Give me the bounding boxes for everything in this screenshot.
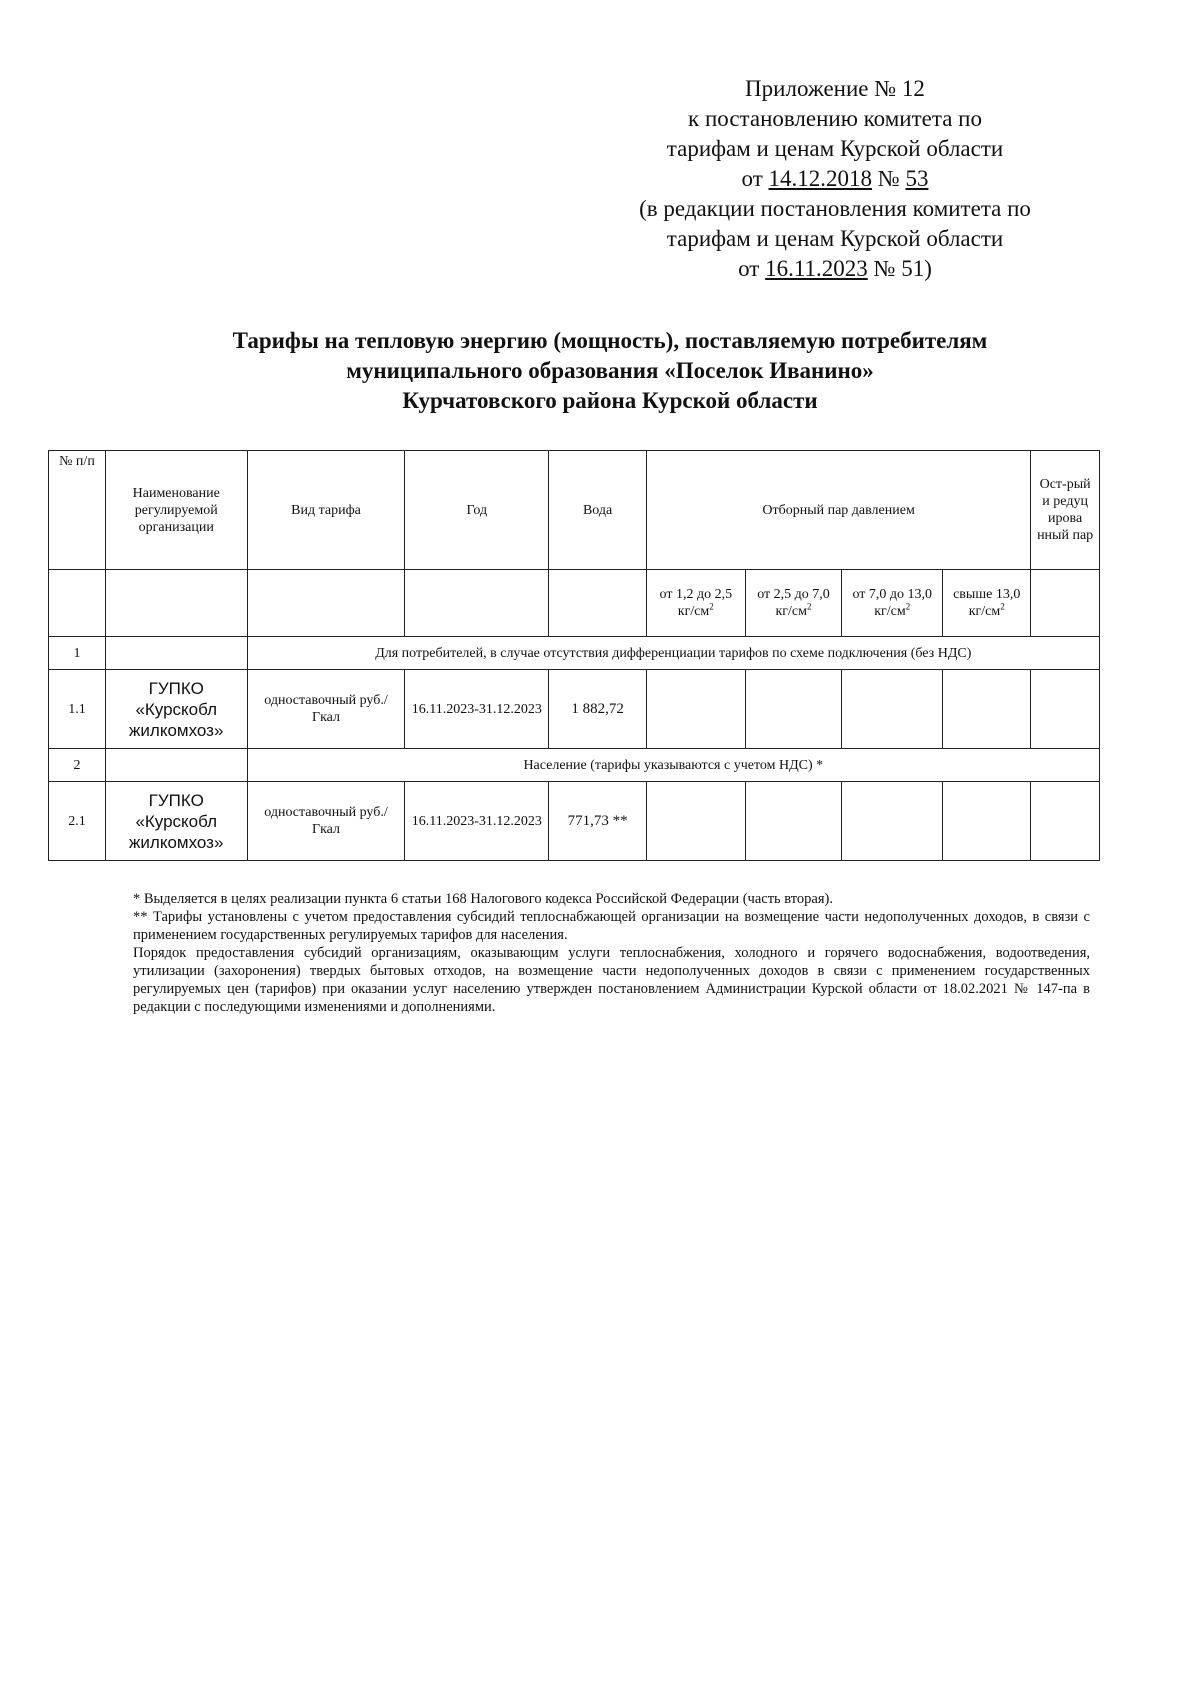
header-sharp-steam: Ост-рый и редуц ирова нный пар — [1031, 451, 1100, 570]
footnote-procedure: Порядок предоставления субсидий организациям, оказывающим услуги теплоснабжения, холодного и горячего водоснабжения, водоотведения, утилизации (захоронения) твердых бытовых отходов, на возмещение части недополученных доходов в связи с применением государственных регулируемых цен (тарифов) при оказании услуг населению утвержден постановлением Администрации Курской области от 18.02.2021 № 147-па в редакции с последующими изменениями и дополнениями. — [133, 945, 1090, 1015]
header-org: Наименование регулируемой организации — [105, 451, 247, 570]
table-header-row — [49, 451, 1100, 570]
subheader-1-2-5: от 1,2 до 2,5 $кг/см^2$ — [646, 570, 745, 637]
header-water: Вода — [549, 451, 647, 570]
title-line3: Курчатовского района Курской области — [402, 388, 818, 413]
header-type: Вид тарифа — [247, 451, 405, 570]
row-type: одноставочный руб./Гкал — [247, 782, 405, 861]
decree-number: 53 — [905, 166, 929, 191]
appendix-line3: тарифам и ценам Курской области — [666, 136, 1004, 161]
number-sign: № — [877, 166, 900, 191]
table-row — [49, 782, 1100, 861]
appendix-line2: к постановлению комитета по — [688, 106, 982, 131]
revision-number: № 51) — [873, 256, 932, 281]
row-num: 1.1 — [49, 670, 106, 749]
row-year: 16.11.2023-31.12.2023 — [405, 782, 549, 861]
section-row-1 — [49, 637, 1100, 670]
decree-date: 14.12.2018 — [768, 166, 873, 191]
row-type: одноставочный руб./Гкал — [247, 670, 405, 749]
row-year: 16.11.2023-31.12.2023 — [405, 670, 549, 749]
row-num: 2.1 — [49, 782, 106, 861]
section-num: 2 — [49, 749, 106, 782]
document-title — [100, 326, 1120, 416]
tariffs-table — [48, 450, 1100, 861]
section-row-2 — [49, 749, 1100, 782]
subheader-7-13: от 7,0 до 13,0 $кг/см^2$ — [842, 570, 943, 637]
revision-date: 16.11.2023 — [765, 256, 868, 281]
prefix-from-2: от — [738, 256, 760, 281]
row-water: 1 882,72 — [549, 670, 647, 749]
subheader-over-13: свыше 13,0 $кг/см^2$ — [943, 570, 1031, 637]
appendix-line4 — [575, 164, 1095, 194]
prefix-from: от — [741, 166, 763, 191]
title-line2: муниципального образования «Поселок Иванино» — [346, 358, 874, 383]
header-num: № п/п — [49, 451, 106, 570]
footnotes — [133, 890, 1090, 1016]
appendix-line5: (в редакции постановления комитета по — [639, 196, 1031, 221]
footnote-subsidy: ** Тарифы установлены с учетом предоставления субсидий теплоснабжающей организации на возмещение части недополученных доходов, в связи с применением государственных регулируемых тарифов для населения. — [133, 909, 1090, 943]
section-text: Население (тарифы указываются с учетом НДС) * — [247, 749, 1099, 782]
header-year: Год — [405, 451, 549, 570]
row-org: ГУПКО «Курскобл жилкомхоз» — [105, 670, 247, 749]
section-text: Для потребителей, в случае отсутствия дифференциации тарифов по схеме подключения (без НДС) — [247, 637, 1099, 670]
footnote-vat: * Выделяется в целях реализации пункта 6 статьи 168 Налогового кодекса Российской Федерации (часть вторая). — [133, 891, 833, 907]
appendix-number: Приложение № 12 — [745, 76, 925, 101]
row-water: 771,73 ** — [549, 782, 647, 861]
row-org: ГУПКО «Курскобл жилкомхоз» — [105, 782, 247, 861]
appendix-line6: тарифам и ценам Курской области — [666, 226, 1004, 251]
table-row — [49, 670, 1100, 749]
title-line1: Тарифы на тепловую энергию (мощность), поставляемую потребителям — [232, 328, 988, 353]
section-num: 1 — [49, 637, 106, 670]
header-steam: Отборный пар давлением — [646, 451, 1030, 570]
subheader-2-5-7: от 2,5 до 7,0 $кг/см^2$ — [745, 570, 842, 637]
appendix-line7 — [575, 254, 1095, 284]
table-subheader-row — [49, 570, 1100, 637]
appendix-header — [575, 74, 1095, 284]
